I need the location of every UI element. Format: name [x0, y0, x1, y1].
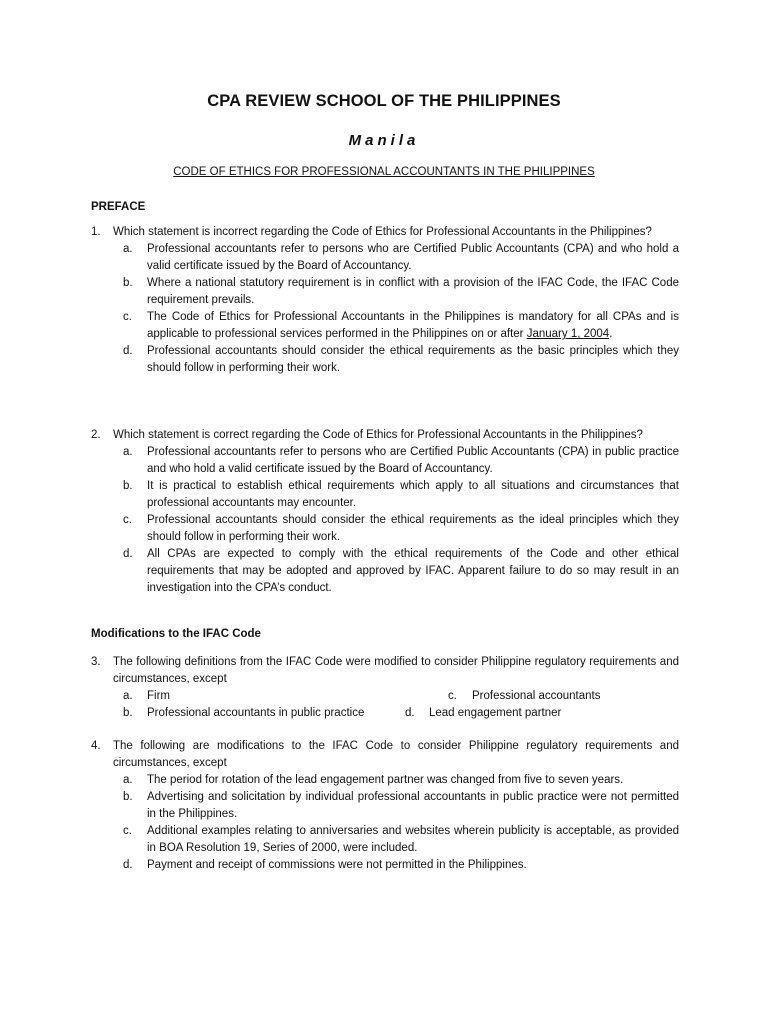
document-title: CODE OF ETHICS FOR PROFESSIONAL ACCOUNTANTS IN THE PHILIPPINES [173, 166, 595, 178]
choice-letter: a. [123, 243, 133, 255]
question-2 [91, 427, 679, 597]
choice-c [448, 688, 601, 705]
section-heading-preface: PREFACE [91, 201, 146, 213]
choice-letter: c. [123, 311, 132, 323]
effective-date: January 1, 2004 [526, 328, 610, 340]
choice-text: Professional accountants should consider the ethical requirements as the ideal principles which they should follow in performing their work. [147, 514, 679, 543]
choice-text-part: The Code of Ethics for Professional Accountants in the Philippines is mandatory for all CPAs and is applicable to professional services performed in the Philippines on or after [147, 311, 679, 340]
section-heading-modifications: Modifications to the IFAC Code [91, 628, 261, 640]
question-number: 2. [91, 429, 101, 441]
choice-letter: d. [405, 707, 415, 719]
choice-letter: c. [123, 825, 132, 837]
question-1 [91, 224, 679, 377]
question-number: 3. [91, 656, 101, 668]
choice-b [123, 478, 679, 512]
question-text: The following are modifications to the IFAC Code to consider Philippine regulatory requirements and circumstances, except [113, 740, 679, 769]
choice-b [123, 789, 679, 823]
choice-text: Firm [147, 690, 170, 702]
choice-d [123, 343, 679, 377]
choice-text: Advertising and solicitation by individual professional accountants in public practice were not permitted in the Philippines. [147, 791, 679, 820]
choice-letter: b. [123, 791, 133, 803]
question-text: Which statement is correct regarding the Code of Ethics for Professional Accountants in the Philippines? [113, 429, 643, 441]
choice-text: The period for rotation of the lead engagement partner was changed from five to seven years. [147, 774, 624, 786]
choice-text: Professional accountants refer to persons who are Certified Public Accountants (CPA) and who hold a valid certificate issued by the Board of Accountancy. [147, 243, 679, 272]
choice-text: It is practical to establish ethical requirements which apply to all situations and circumstances that professional accountants may encounter. [147, 480, 679, 509]
choice-text: Professional accountants [472, 690, 601, 702]
question-number: 1. [91, 226, 101, 238]
choice-text-part: . [609, 328, 613, 340]
choice-a [123, 444, 679, 478]
choice-b [123, 705, 364, 722]
choice-text: Professional accountants should consider the ethical requirements as the basic principles which they should follow in performing their work. [147, 345, 679, 374]
question-number: 4. [91, 740, 101, 752]
choice-a [123, 772, 679, 789]
choice-letter: a. [123, 774, 133, 786]
choice-letter: b. [123, 707, 133, 719]
question-text: Which statement is incorrect regarding the Code of Ethics for Professional Accountants in the Philippines? [113, 226, 652, 238]
choice-text: Payment and receipt of commissions were not permitted in the Philippines. [147, 859, 527, 871]
choice-b [123, 275, 679, 309]
choice-c [123, 309, 679, 343]
choice-text: Professional accountants in public practice [147, 707, 365, 719]
question-text: The following definitions from the IFAC Code were modified to consider Philippine regulatory requirements and circumstances, except [113, 656, 679, 685]
choice-letter: c. [123, 514, 132, 526]
choice-letter: c. [448, 690, 457, 702]
city-subtitle: Manila [348, 132, 420, 149]
choice-a [123, 688, 170, 705]
question-4 [91, 738, 679, 874]
choice-letter: a. [123, 690, 133, 702]
choice-text: Additional examples relating to anniversaries and websites wherein publicity is acceptable, as provided in BOA Resolution 19, Series of 2000, were included. [147, 825, 679, 854]
choice-text: Lead engagement partner [429, 707, 562, 719]
choice-letter: d. [123, 345, 133, 357]
choice-letter: b. [123, 480, 133, 492]
choice-c [123, 823, 679, 857]
choice-text: Where a national statutory requirement is in conflict with a provision of the IFAC Code, the IFAC Code requirement prevails. [147, 277, 679, 306]
choice-a [123, 241, 679, 275]
choice-text [147, 309, 679, 343]
choice-text: All CPAs are expected to comply with the ethical requirements of the Code and other ethical requirements that may be adopted and approved by IFAC. Apparent failure to do so may result in an investigation into the CPA’s conduct. [147, 548, 679, 594]
choice-d [123, 546, 679, 597]
question-3 [91, 654, 679, 722]
choice-letter: d. [123, 548, 133, 560]
choice-letter: d. [123, 859, 133, 871]
choice-c [123, 512, 679, 546]
choice-text: Professional accountants refer to persons who are Certified Public Accountants (CPA) in public practice and who hold a valid certificate issued by the Board of Accountancy. [147, 446, 679, 475]
choice-grid [123, 688, 679, 722]
choice-letter: b. [123, 277, 133, 289]
school-title: CPA REVIEW SCHOOL OF THE PHILIPPINES [207, 92, 561, 110]
choice-letter: a. [123, 446, 133, 458]
choice-d [123, 857, 679, 874]
choice-d [405, 705, 561, 722]
